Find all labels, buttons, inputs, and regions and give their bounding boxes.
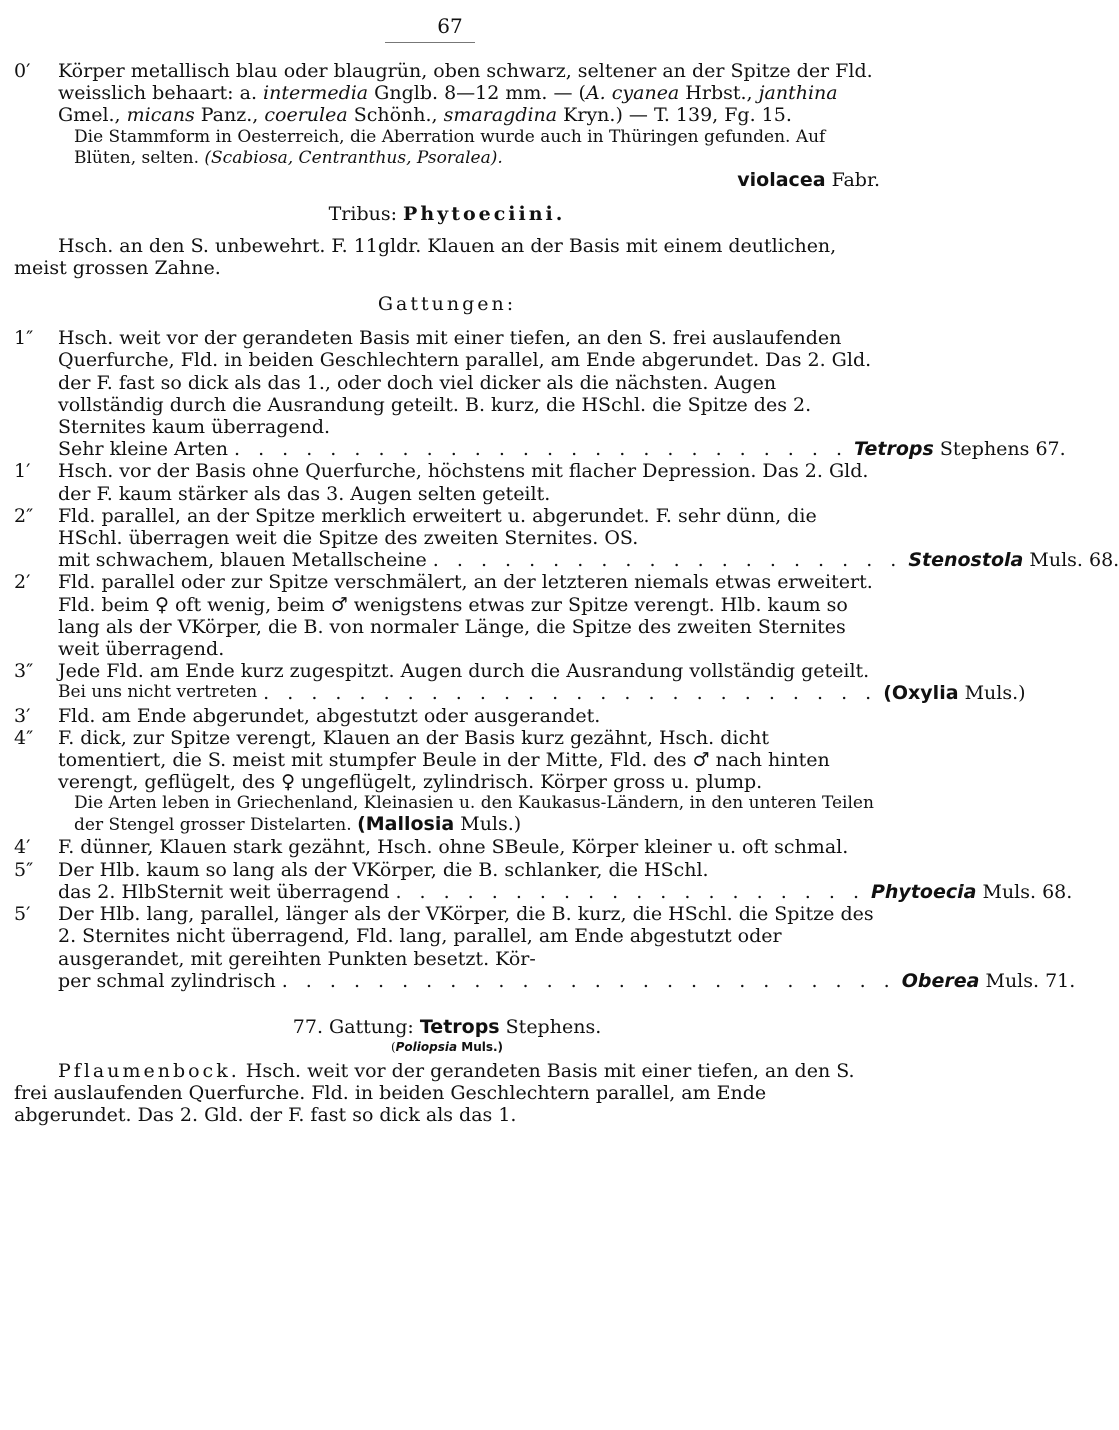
genus-heading-prefix: 77. Gattung: <box>292 1015 420 1038</box>
page-number-rule <box>385 42 475 43</box>
habitat-note <box>14 793 880 836</box>
page-number: 67 <box>437 14 463 38</box>
genus-name: Phytoecia <box>870 880 977 903</box>
gattungen-heading: Gattungen: <box>377 293 517 316</box>
key-entry-4dbl <box>14 727 880 794</box>
genus-name: Tetrops <box>854 438 934 461</box>
entry-text: Hsch. weit vor der gerandeten Basis mit einer tiefen, an den S. frei auslaufenden Querfurche, Fld. in beiden Geschlechtern parallel, am Ende abgerundet. Das 2. Gld. der F. fast so dick als das 1., oder doch viel dicker als die nächsten. Augen vollständig durch die Ausrandung geteilt. B. kurz, die HSchl. die Spitze des 2. Sternites kaum überragend. <box>58 327 872 439</box>
genus-author: Muls. 68. <box>976 880 1073 903</box>
synonym-author: Muls.) <box>457 1039 504 1054</box>
entry-text: Fld. parallel oder zur Spitze verschmälert, an der letzteren niemals etwas erweitert. Fld. beim ♀ oft wenig, beim ♂ wenigstens etwas zur Spitze verengt. Hlb. kaum so lang als der VKörper, die B. von normaler Länge, die Spitze des zweiten Sternites weit überragend. <box>58 571 873 661</box>
key-lead: 4″ <box>14 726 34 749</box>
key-entry-2prime <box>14 571 880 660</box>
page-content <box>14 60 1119 1127</box>
leader-dots: . . . . . . . . . . . . . . . . . . . . <box>432 549 903 572</box>
genus-description <box>14 1060 880 1127</box>
common-name: Pflaumenbock. <box>58 1059 240 1082</box>
entry-text: Schönh., <box>347 104 444 127</box>
entry-text: Gmel., <box>58 104 127 127</box>
entry-text: mit schwachem, blauen Metallscheine <box>58 549 427 572</box>
key-lead: 3′ <box>14 704 31 727</box>
taxon-name: janthina <box>758 82 838 105</box>
entry-text: Der Hlb. kaum so lang als der VKörper, die B. schlanker, die HSchl. <box>58 858 709 881</box>
key-entry-1prime <box>14 460 880 504</box>
tribus-label: Tribus: <box>328 202 404 225</box>
species-name: violacea <box>737 168 826 191</box>
species-author: Fabr. <box>825 168 880 191</box>
description-text: Hsch. weit vor der gerandeten Basis mit einer tiefen, an den S. frei auslaufenden Querfurche. Fld. in beiden Geschlechtern parallel, am Ende abgerundet. Das 2. Gld. der F. fast so dick als das 1. <box>14 1059 855 1127</box>
taxon-name: smaragdina <box>443 104 558 127</box>
genus-line <box>58 682 1026 705</box>
leader-dots: . . . . . . . . . . . . . . . . . . . . . . . . . . <box>281 969 896 992</box>
entry-text: per schmal zylindrisch <box>58 969 276 992</box>
key-lead: 1″ <box>14 327 34 350</box>
key-lead: 2″ <box>14 504 34 527</box>
habitat-note <box>14 127 880 169</box>
key-lead: 5′ <box>14 903 31 926</box>
genus-name: (Oxylia <box>883 682 959 705</box>
entry-text: Hrbst., <box>679 82 759 105</box>
entry-text: Fld. parallel, an der Spitze merklich erweitert u. abgerundet. F. sehr dünn, die HSchl. überragen weit die Spitze des zweiten Sternites. OS. <box>58 504 817 550</box>
tribus-heading <box>14 203 880 225</box>
genus-name: (Mallosia <box>357 813 455 836</box>
key-entry-3prime <box>14 705 880 727</box>
genus-line <box>58 969 1076 992</box>
entry-text: Der Hlb. lang, parallel, länger als der VKörper, die B. kurz, die HSchl. die Spitze des 2. Sternites nicht überragend, Fld. lang, parallel, am Ende abgestutzt oder ausgerandet, mit gereihten Punkten besetzt. Kör- <box>58 903 874 970</box>
key-entry-3dbl <box>14 660 1026 705</box>
key-lead: 5″ <box>14 858 34 881</box>
taxon-name: intermedia <box>263 82 369 105</box>
genus-heading <box>14 1016 880 1038</box>
entry-text: Panz., <box>194 104 265 127</box>
genus-line <box>58 438 1066 461</box>
entry-text: F. dünner, Klauen stark gezähnt, Hsch. ohne SBeule, Körper kleiner u. oft schmal. <box>58 836 849 859</box>
genus-synonym <box>14 1040 880 1054</box>
entry-text: F. dick, zur Spitze verengt, Klauen an der Basis kurz gezähnt, Hsch. dicht tomentiert, die S. meist mit stumpfer Beule in der Mitte, Fld. des ♂ nach hinten verengt, geflügelt, des ♀ ungeflügelt, zylindrisch. Körper gross u. plump. <box>58 726 830 794</box>
taxon-name: A. cyanea <box>585 82 680 105</box>
species-line <box>14 169 880 191</box>
entry-text: Sehr kleine Arten <box>58 438 228 461</box>
key-lead: 3″ <box>14 660 34 683</box>
entry-text: das 2. HlbSternit weit überragend <box>58 880 390 903</box>
taxon-name: coerulea <box>264 104 348 127</box>
key-lead: 0′ <box>14 60 31 82</box>
entry-text: Kryn.) — T. 139, Fg. 15. <box>557 104 792 127</box>
key-entry-5dbl <box>14 858 1073 903</box>
key-entry-4prime <box>14 836 880 858</box>
genus-author: Muls. 68. <box>1023 549 1119 572</box>
entry-text: Körper metallisch blau oder blaugrün, oben schwarz, seltener an der Spitze der Fld. weisslich behaart: a. <box>58 60 873 105</box>
entry-text: Fld. am Ende abgerundet, abgestutzt oder ausgerandet. <box>58 704 601 727</box>
entry-text: Jede Fld. am Ende kurz zugespitzt. Augen durch die Ausrandung vollständig geteilt. <box>58 660 870 683</box>
taxon-name: micans <box>126 104 195 127</box>
genus-name: Oberea <box>901 969 980 992</box>
synonym-paren: ( <box>390 1039 396 1054</box>
genus-author: Muls.) <box>454 813 522 836</box>
entry-text: Gnglb. 8—12 mm. — ( <box>368 82 586 105</box>
key-entry-2dbl <box>14 504 1119 572</box>
key-lead: 4′ <box>14 836 31 859</box>
note-text: Die Stammform in Oesterreich, die Aberration wurde auch in Thüringen gefunden. Auf Blüten, selten. <box>74 126 826 168</box>
leader-dots: . . . . . . . . . . . . . . . . . . . . . . . . . . <box>263 682 878 705</box>
genus-line <box>58 549 1119 572</box>
tribus-description: Hsch. an den S. unbewehrt. F. 11gldr. Klauen an der Basis mit einem deutlichen, meist grossen Zahne. <box>14 234 837 280</box>
key-lead: 1′ <box>14 460 31 483</box>
leader-dots: . . . . . . . . . . . . . . . . . . . . <box>395 880 865 903</box>
host-plants: (Scabiosa, Centranthus, Psoralea). <box>204 147 503 168</box>
key-entry-5prime <box>14 903 1076 992</box>
leader-dots: . . . . . . . . . . . . . . . . . . . . . . . . . . <box>233 438 849 461</box>
genus-heading-name: Tetrops <box>419 1015 500 1038</box>
genus-author: Stephens 67. <box>933 438 1066 461</box>
genus-line <box>58 880 1073 903</box>
entry-text: Hsch. vor der Basis ohne Querfurche, höchstens mit flacher Depression. Das 2. Gld. der F. kaum stärker als das 3. Augen selten geteilt. <box>58 460 869 505</box>
key-lead: 2′ <box>14 571 31 594</box>
genus-name: Stenostola <box>908 549 1024 572</box>
genus-heading-author: Stephens. <box>499 1015 602 1038</box>
key-entry-0prime <box>14 60 880 127</box>
tribus-name: Phytoeciini. <box>403 202 566 225</box>
note-text: Bei uns nicht vertreten <box>58 682 258 703</box>
genus-author: Muls. 71. <box>979 969 1076 992</box>
key-entry-1dbl <box>14 327 1066 461</box>
genus-author: Muls.) <box>958 682 1026 705</box>
synonym-name: Poliopsia <box>395 1039 458 1054</box>
note-text: Die Arten leben in Griechenland, Kleinasien u. den Kaukasus-Ländern, in den unteren Teilen der Stengel grosser Distelarten. <box>74 793 874 836</box>
